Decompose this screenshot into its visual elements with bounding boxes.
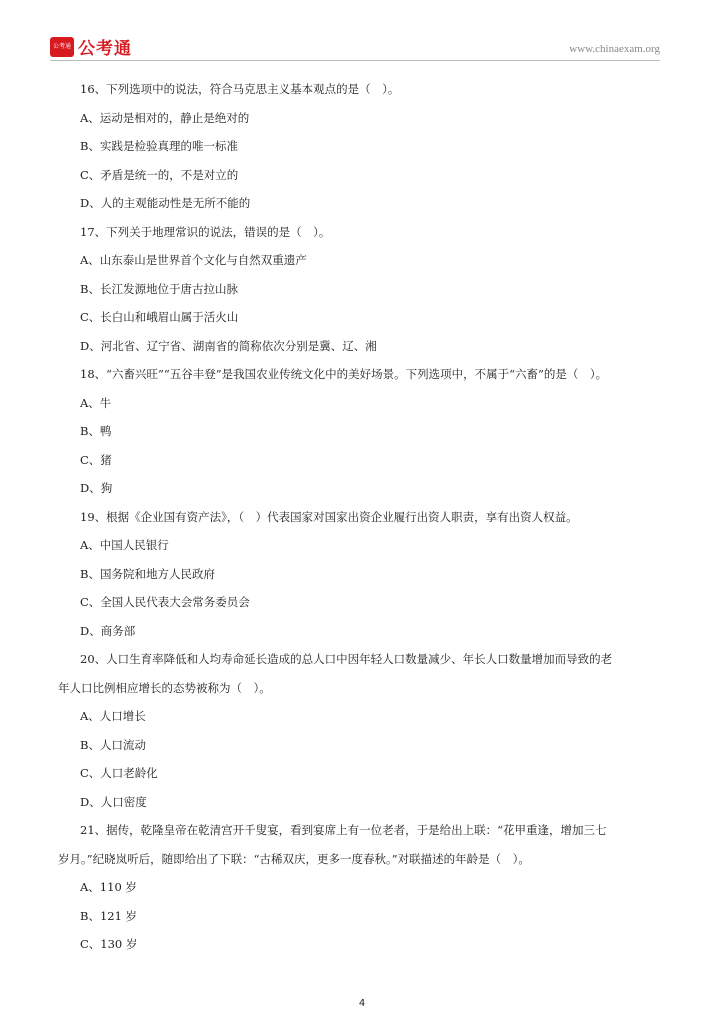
logo-text: 公考通 bbox=[78, 39, 132, 59]
question-stem: 19、根据《企业国有资产法》，（ ）代表国家对国家出资企业履行出资人职责，享有出资人权益。 bbox=[80, 509, 578, 524]
option: C、猪 bbox=[80, 452, 112, 467]
option: C、130 岁 bbox=[80, 937, 138, 951]
option: B、鸭 bbox=[80, 424, 112, 438]
page-number: 4 bbox=[358, 998, 366, 1009]
header-divider bbox=[50, 60, 660, 61]
option: B、长江发源地位于唐古拉山脉 bbox=[80, 281, 238, 296]
option: C、矛盾是统一的，不是对立的 bbox=[80, 167, 239, 182]
option: B、121 岁 bbox=[80, 908, 138, 923]
question-stem: 20、人口生育率降低和人均寿命延长造成的总人口中因年轻人口数量减少、年长人口数量增加而导致的老 bbox=[80, 652, 613, 666]
question-list bbox=[58, 80, 656, 964]
question-stem: 16、下列选项中的说法，符合马克思主义基本观点的是（ ）。 bbox=[80, 82, 400, 96]
option: C、长白山和峨眉山属于活火山 bbox=[80, 310, 239, 324]
question-stem-continued: 岁月。”纪晓岚听后，随即给出了下联：“古稀双庆，更多一度春秋。”对联描述的年龄是（ ）。 bbox=[58, 851, 530, 866]
option: B、人口流动 bbox=[80, 737, 146, 752]
option: C、人口老龄化 bbox=[80, 766, 158, 780]
logo-badge: 公考通 bbox=[50, 37, 74, 57]
option: A、中国人民银行 bbox=[80, 538, 169, 552]
option: D、河北省、辽宁省、湖南省的简称依次分别是冀、辽、湘 bbox=[80, 338, 377, 353]
option: A、牛 bbox=[80, 395, 112, 410]
question-stem: 17、下列关于地理常识的说法，错误的是（ ）。 bbox=[80, 224, 331, 239]
site-url: www.chinaexam.org bbox=[569, 43, 660, 55]
option: A、运动是相对的，静止是绝对的 bbox=[80, 110, 250, 125]
option: A、110 岁 bbox=[80, 880, 137, 894]
option: B、国务院和地方人民政府 bbox=[80, 566, 215, 581]
question-stem: 21、据传，乾隆皇帝在乾清宫开千叟宴，看到宴席上有一位老者，于是给出上联：“花甲重逢，增加三七 bbox=[80, 823, 607, 837]
question-stem-continued: 年人口比例相应增长的态势被称为（ ）。 bbox=[58, 680, 271, 695]
logo bbox=[50, 34, 132, 59]
option: D、狗 bbox=[80, 481, 113, 495]
option: A、山东泰山是世界首个文化与自然双重遗产 bbox=[80, 253, 307, 267]
question-stem: 18、“六畜兴旺”“五谷丰登”是我国农业传统文化中的美好场景。下列选项中，不属于“六畜”的是（ ）。 bbox=[80, 367, 608, 381]
option: B、实践是检验真理的唯一标准 bbox=[80, 139, 238, 153]
page-header bbox=[50, 34, 660, 58]
option: A、人口增长 bbox=[80, 709, 146, 723]
option: D、人的主观能动性是无所不能的 bbox=[80, 196, 251, 210]
option: D、商务部 bbox=[80, 623, 136, 638]
option: D、人口密度 bbox=[80, 794, 147, 809]
option: C、全国人民代表大会常务委员会 bbox=[80, 595, 250, 609]
